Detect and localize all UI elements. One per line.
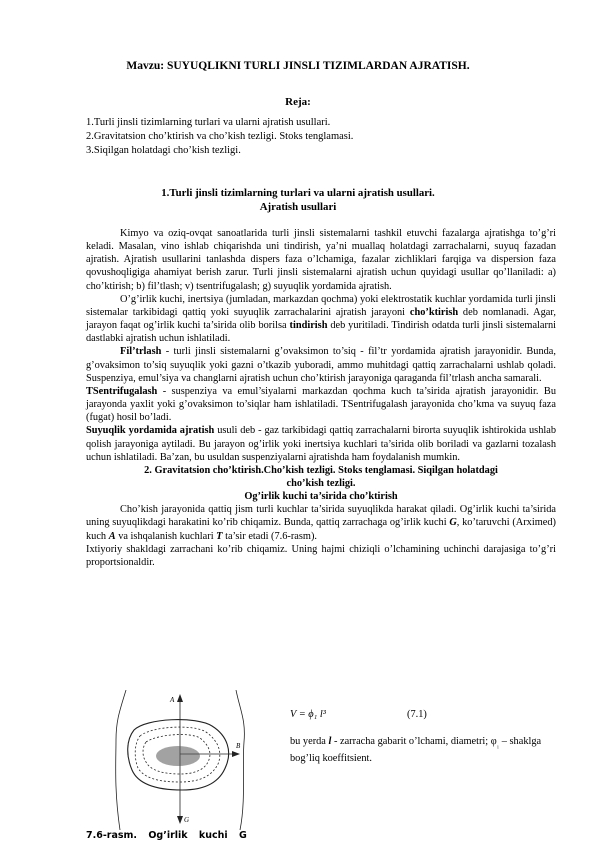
term-bold: Fil’trlash	[120, 346, 162, 358]
term-bold: cho’ktirish	[409, 306, 459, 318]
plan-item: 1.Turli jinsli tizimlarning turlari va ularni ajratish usullari.	[86, 117, 331, 128]
document-title: Mavzu: SUYUQLIKNI TURLI JINSLI TIZIMLARDAN AJRATISH.	[126, 60, 470, 72]
subscript: ₁	[496, 741, 500, 750]
formula: V = ϕ₁ l³	[290, 709, 326, 720]
term-bold: tindirish	[289, 320, 328, 332]
section2-subtitle: Og’irlik kuchi ta’sirida cho’ktirish	[244, 491, 398, 503]
paragraph	[86, 345, 556, 384]
section1-heading	[0, 186, 596, 214]
text-run: , ko’taruvchi (Arximed) kuch	[86, 517, 556, 542]
formula-line	[290, 708, 560, 721]
symbol-l: l	[328, 736, 332, 748]
text-run: O’g’irlik kuchi, inertsiya (jumladan, markazdan qochma) yoki elektrostatik kuchlar yordamida turli jinsli sistemalar tarkibidagi qattiq yoki suyuqlik zarrachalarini ajratish jarayoni	[86, 293, 556, 318]
text-run: deb yuritiladi. Tindirish odatda turli jinsli sistemalarni dastlabki ajratish uchun ishlatiladi.	[86, 320, 556, 345]
symbol-T: T	[216, 530, 223, 542]
section1-title: 1.Turli jinsli tizimlarning turlari va ularni ajratish usullari.	[161, 187, 435, 199]
section2-heading	[86, 464, 556, 503]
text-run: - turli jinsli sistemalarni g’ovaksimon to’siq - fil’tr yordamida ajratish jarayonidir. Bunda, g’ovaksimon to’siq suyuqlik yoki gazni o’tkazib yuboradi, ammo muhitdagi qattiq zarrachalarni ushlab qoladi. Suspenziya, emul’siya va changlarni ajratish uchun cho’ktirish jarayoniga qaraganda fil’trlash ancha samarali.	[86, 346, 556, 384]
section1-subtitle: Ajratish usullari	[259, 201, 337, 213]
plan-item: 2.Gravitatsion cho’ktirish va cho’kish tezligi. Stoks tenglamasi.	[86, 131, 354, 142]
body-text	[86, 227, 556, 569]
particle-diagram	[86, 690, 266, 830]
figure-particle	[86, 690, 266, 830]
section2-title: 2. Gravitatsion cho’ktirish.Cho’kish tezligi. Stoks tenglamasi. Siqilgan holatdagi	[144, 464, 498, 476]
symbol-A: A	[108, 530, 116, 542]
symbol-G: G	[449, 517, 457, 529]
text-run: bu yerda	[290, 736, 329, 748]
text-run: va ishqalanish kuchlari	[115, 530, 217, 542]
right-column-text	[290, 682, 560, 766]
paragraph	[86, 503, 556, 542]
plan-item: 3.Siqilgan holatdagi cho’kish tezligi.	[86, 145, 241, 156]
figure-caption: 7.6-rasm. Og’irlik kuchi G	[86, 830, 247, 841]
plan-heading: Reja:	[285, 96, 311, 108]
paragraph: Ixtiyoriy shakldagi zarrachani ko’rib chiqamiz. Uning hajmi chiziqli o’lchamining uchinchi darajasiga to’g’ri proportsionaldir.	[86, 543, 556, 568]
text-run: Cho’kish jarayonida qattiq jism turli kuchlar ta’sirida suyuqlikda harakat qiladi. Og’irlik kuchi ta’sirida uning suyuqlikdagi harakatini ko’rib chiqamiz. Bunda, qattiq zarrachaga og’irlik kuchi	[86, 504, 556, 529]
text-run: – shaklga bog’liq koeffitsient.	[290, 736, 542, 765]
section2-title-cont: cho’kish tezligi.	[286, 477, 356, 489]
term-bold: TSentrifugalash	[86, 385, 158, 397]
figure-label-top: A	[170, 696, 175, 704]
text-run: deb nomlanadi. Agar, jarayon faqat og’irlik kuchi ta’sirida olib borilsa	[86, 306, 556, 332]
figure-label-bottom: G	[184, 816, 190, 824]
text-run: - zarracha gabarit o’lchami, diametri; φ	[331, 736, 497, 748]
text-run: - suspenziya va emul’siyalarni markazdan qochma kuch ta’sirida ajratish jarayonidir. Bu jarayonda yaxlit yoki g’ovaksimon to’siqlar ham ishlatiladi. TSentrifugalash jarayonida cho’kma va suyuq faza (fugat) hosil bo’ladi.	[86, 385, 556, 424]
paragraph	[86, 385, 556, 424]
paragraph	[290, 735, 560, 765]
term-bold: Suyuqlik yordamida ajratish	[86, 425, 215, 437]
paragraph	[86, 293, 556, 346]
paragraph	[86, 424, 556, 463]
paragraph: Kimyo va oziq-ovqat sanoatlarida turli jinsli sistemalarni tashkil etuvchi fazalarga ajratishga to’g’ri keladi. Masalan, vino ishlab chiqarishda uni tindirish, ya’ni muallaq holatdagi zarrachalarni, suyuq fazadan ajratish. Ajratish usullarini tanlashda dispers faza o’lchamiga, fazalar zichliklari farqiga va dispersion faza qovushoqligiga ahamiyat berish zarur. Turli jinsli sistemalarni ajratish uchun quyidagi usullar qo’llaniladi: a) cho’ktirish; b) fil’tlash; v) tsentrifugalash; g) suyuqlik yordamida ajratish.	[86, 228, 556, 292]
text-run: ta’sir etadi (7.6-rasm).	[222, 530, 317, 542]
figure-label-right: B	[236, 742, 241, 750]
text-run: usuli deb - gaz tarkibidagi qattiq zarrachalarni birorta suyuqlik ishtirokida ushlab qolish jarayoniga aytiladi. Bu jarayon og’irlik yoki inertsiya kuchlari ta’sirida olib boriladi va gazlarni tozalash uchun ishlatiladi. Ba’zan, bu usuldan suspenziyalarni ajratishda ham foydalanish mumkin.	[86, 425, 557, 463]
plan-list	[86, 116, 353, 158]
formula-number: (7.1)	[407, 709, 427, 720]
